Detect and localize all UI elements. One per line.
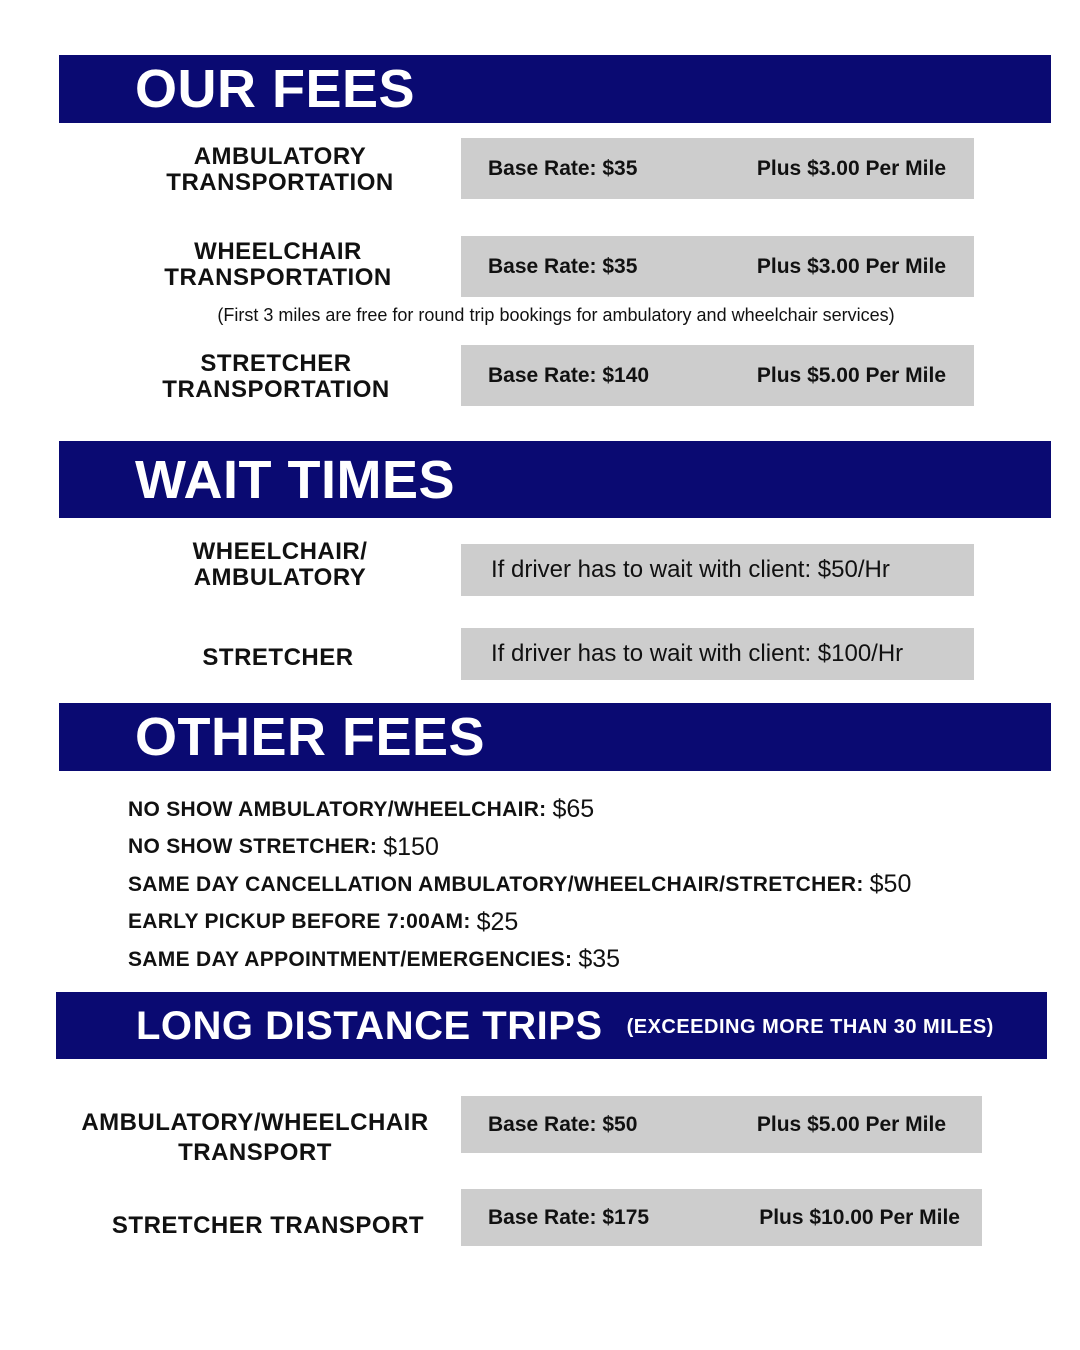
long-distance-subtitle: (EXCEEDING MORE THAN 30 MILES) xyxy=(626,1016,994,1038)
fee-value: $50 xyxy=(869,870,912,899)
fee-label: NO SHOW STRETCHER: xyxy=(128,835,378,859)
base-rate: Base Rate: $35 xyxy=(488,156,638,180)
base-rate: Base Rate: $50 xyxy=(488,1112,638,1136)
free-miles-note: (First 3 miles are free for round trip bookings for ambulatory and wheelchair services) xyxy=(217,305,895,325)
wait-rate-text: If driver has to wait with client: $100/Hr xyxy=(491,640,904,667)
fee-value: $25 xyxy=(476,907,519,936)
wait-rate-text: If driver has to wait with client: $50/Hr xyxy=(491,556,890,583)
long-distance-banner xyxy=(56,992,1047,1059)
list-item xyxy=(128,791,911,829)
per-mile-rate: Plus $3.00 Per Mile xyxy=(756,254,946,278)
fee-label: EARLY PICKUP BEFORE 7:00AM: xyxy=(128,910,471,934)
base-rate: Base Rate: $35 xyxy=(488,254,638,278)
stretcher-wait-label: STRETCHER xyxy=(202,644,354,671)
per-mile-rate: Plus $3.00 Per Mile xyxy=(756,156,946,180)
list-item xyxy=(128,829,911,867)
long-distance-title: LONG DISTANCE TRIPS xyxy=(136,1003,603,1048)
base-rate: Base Rate: $140 xyxy=(488,363,650,387)
per-mile-rate: Plus $5.00 Per Mile xyxy=(756,1112,946,1136)
other-fees-banner xyxy=(59,703,1051,771)
wheelchair-rate-box xyxy=(461,236,974,297)
list-item xyxy=(128,904,911,942)
stretcher-label: STRETCHER TRANSPORTATION xyxy=(162,350,390,403)
stretcher-rate-box xyxy=(461,345,974,406)
our-fees-banner xyxy=(59,55,1051,123)
fee-value: $150 xyxy=(383,832,439,861)
our-fees-title: OUR FEES xyxy=(135,59,416,119)
ambulatory-rate-box xyxy=(461,138,974,199)
fee-value: $35 xyxy=(578,945,621,974)
per-mile-rate: Plus $10.00 Per Mile xyxy=(759,1205,960,1229)
wheelchair-ambulatory-wait-label: WHEELCHAIR/ AMBULATORY xyxy=(192,538,368,591)
fee-value: $65 xyxy=(552,795,595,824)
list-item xyxy=(128,941,911,979)
per-mile-rate: Plus $5.00 Per Mile xyxy=(756,363,946,387)
other-fees-list xyxy=(128,791,911,979)
stretcher-wait-box xyxy=(461,628,974,680)
fee-label: SAME DAY CANCELLATION AMBULATORY/WHEELCHAIR/STRETCHER: xyxy=(128,872,864,896)
base-rate: Base Rate: $175 xyxy=(488,1205,650,1229)
wait-times-banner xyxy=(59,441,1051,518)
amb-wc-long-distance-label: AMBULATORY/WHEELCHAIR TRANSPORT xyxy=(81,1109,429,1166)
fee-label: SAME DAY APPOINTMENT/EMERGENCIES: xyxy=(128,947,573,971)
stretcher-long-distance-label: STRETCHER TRANSPORT xyxy=(111,1212,425,1239)
wheelchair-ambulatory-wait-box xyxy=(461,544,974,596)
amb-wc-long-distance-rate-box xyxy=(461,1096,982,1153)
stretcher-long-distance-rate-box xyxy=(461,1189,982,1246)
list-item xyxy=(128,866,911,904)
wait-times-title: WAIT TIMES xyxy=(135,449,455,510)
wheelchair-label: WHEELCHAIR TRANSPORTATION xyxy=(164,238,392,291)
ambulatory-label: AMBULATORY TRANSPORTATION xyxy=(166,143,394,196)
fee-label: NO SHOW AMBULATORY/WHEELCHAIR: xyxy=(128,797,547,821)
other-fees-title: OTHER FEES xyxy=(135,707,486,767)
